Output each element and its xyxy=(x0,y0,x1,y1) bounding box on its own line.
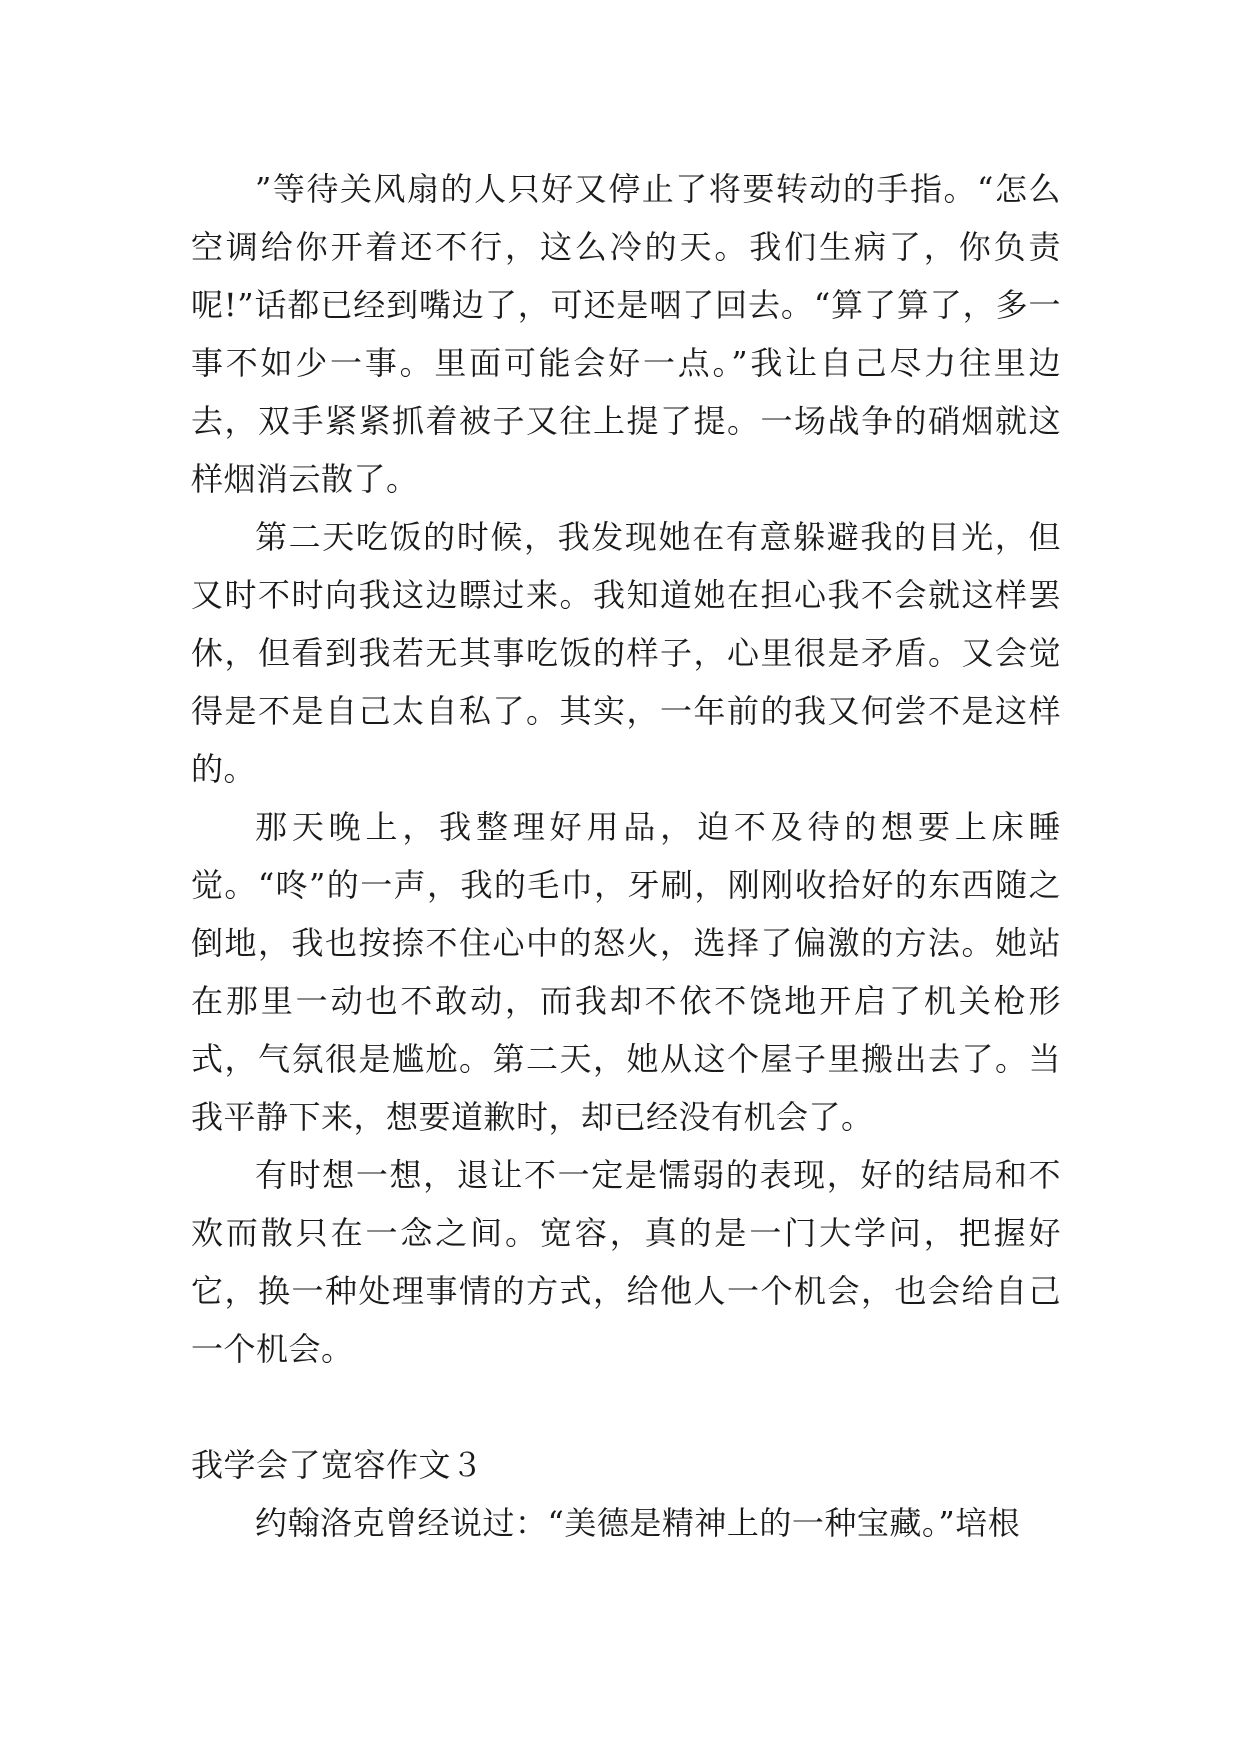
paragraph-5: 约翰洛克曾经说过：“美德是精神上的一种宝藏。”培根 xyxy=(255,1504,1021,1542)
paragraph-1: ”等待关风扇的人只好又停止了将要转动的手指。“怎么空调给你开着还不行，这么冷的天。我们生病了，你负责呢!”话都已经到嘴边了，可还是咽了回去。“算了算了，多一事不如少一事。里面可能会好一点。”我让自己尽力往里边去，双手紧紧抓着被子又往上提了提。一场战争的硝烟就这样烟消云散了。 xyxy=(191,170,1061,498)
document-body xyxy=(191,160,1061,1552)
section-heading: 我学会了宽容作文３ xyxy=(191,1446,484,1484)
paragraph-3: 那天晚上，我整理好用品，迫不及待的想要上床睡觉。“咚”的一声，我的毛巾，牙刷，刚刚收拾好的东西随之倒地，我也按捺不住心中的怒火，选择了偏激的方法。她站在那里一动也不敢动，而我却不依不饶地开启了机关枪形式，气氛很是尴尬。第二天，她从这个屋子里搬出去了。当我平静下来，想要道歉时，却已经没有机会了。 xyxy=(191,808,1061,1136)
paragraph-4: 有时想一想，退让不一定是懦弱的表现，好的结局和不欢而散只在一念之间。宽容，真的是一门大学问，把握好它，换一种处理事情的方式，给他人一个机会，也会给自己一个机会。 xyxy=(191,1156,1061,1368)
paragraph-2: 第二天吃饭的时候，我发现她在有意躲避我的目光，但又时不时向我这边瞟过来。我知道她在担心我不会就这样罢休，但看到我若无其事吃饭的样子，心里很是矛盾。又会觉得是不是自己太自私了。其实，一年前的我又何尝不是这样的。 xyxy=(191,518,1061,788)
